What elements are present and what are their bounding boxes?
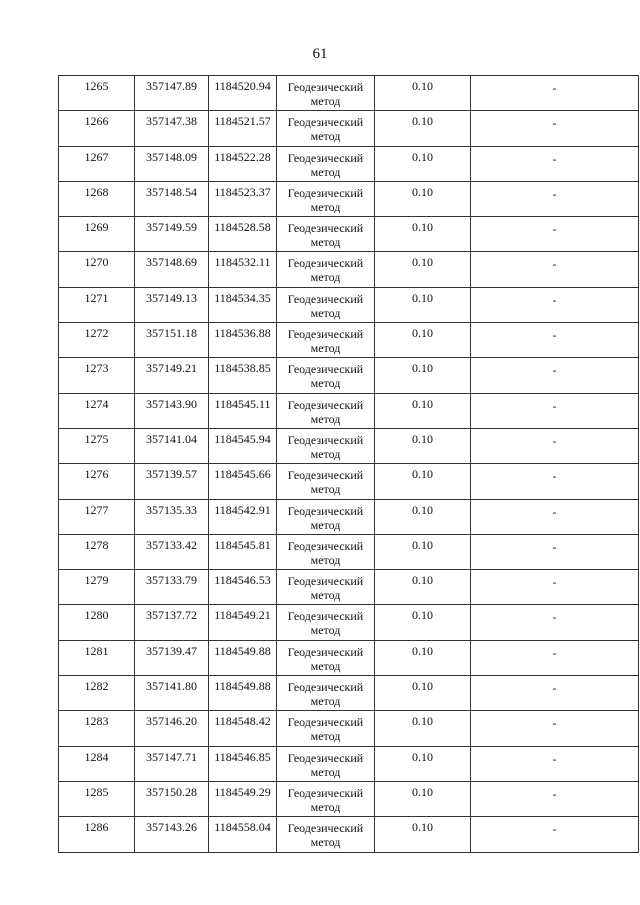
point-number-cell-text: 1281 <box>84 643 109 658</box>
accuracy-cell <box>375 499 471 534</box>
accuracy-cell <box>375 358 471 393</box>
method-cell-text: Геодезический метод <box>287 821 364 850</box>
note-cell-text: - <box>552 504 557 519</box>
point-number-cell-text: 1275 <box>84 431 109 446</box>
note-cell-text: - <box>552 610 557 625</box>
y-coordinate-cell <box>209 570 277 605</box>
point-number-cell <box>59 464 135 499</box>
point-number-cell-text: 1268 <box>84 184 109 199</box>
y-coordinate-cell <box>209 181 277 216</box>
point-number-cell-text: 1266 <box>84 114 109 129</box>
point-number-cell-text: 1267 <box>84 149 109 164</box>
table-row <box>59 393 639 428</box>
point-number-cell <box>59 323 135 358</box>
point-number-cell-text: 1277 <box>84 502 109 517</box>
x-coordinate-cell-text: 357133.42 <box>146 537 197 552</box>
method-cell <box>277 570 375 605</box>
note-cell-text: - <box>552 716 557 731</box>
point-number-cell <box>59 817 135 852</box>
coordinates-table <box>58 75 639 853</box>
point-number-cell-text: 1270 <box>84 255 109 270</box>
accuracy-cell-text: 0.10 <box>412 220 433 235</box>
y-coordinate-cell-text: 1184549.88 <box>214 643 271 658</box>
method-cell <box>277 323 375 358</box>
table-row <box>59 711 639 746</box>
y-coordinate-cell-text: 1184534.35 <box>214 290 271 305</box>
y-coordinate-cell <box>209 146 277 181</box>
y-coordinate-cell <box>209 393 277 428</box>
x-coordinate-cell-text: 357135.33 <box>146 502 197 517</box>
accuracy-cell <box>375 676 471 711</box>
point-number-cell-text: 1271 <box>84 290 109 305</box>
accuracy-cell <box>375 217 471 252</box>
accuracy-cell-text: 0.10 <box>412 361 433 376</box>
note-cell <box>471 570 639 605</box>
note-cell-text: - <box>552 398 557 413</box>
x-coordinate-cell <box>135 499 209 534</box>
method-cell <box>277 358 375 393</box>
point-number-cell <box>59 570 135 605</box>
note-cell-text: - <box>552 681 557 696</box>
x-coordinate-cell <box>135 605 209 640</box>
x-coordinate-cell-text: 357141.80 <box>146 679 197 694</box>
note-cell-text: - <box>552 433 557 448</box>
x-coordinate-cell <box>135 76 209 111</box>
note-cell <box>471 781 639 816</box>
note-cell-text: - <box>552 786 557 801</box>
y-coordinate-cell-text: 1184548.42 <box>214 714 271 729</box>
table-row <box>59 499 639 534</box>
y-coordinate-cell <box>209 217 277 252</box>
y-coordinate-cell <box>209 534 277 569</box>
accuracy-cell-text: 0.10 <box>412 431 433 446</box>
table-row <box>59 181 639 216</box>
method-cell-text: Геодезический метод <box>287 327 364 356</box>
accuracy-cell <box>375 252 471 287</box>
y-coordinate-cell-text: 1184545.81 <box>214 537 271 552</box>
x-coordinate-cell-text: 357150.28 <box>146 784 197 799</box>
method-cell-text: Геодезический метод <box>287 503 364 532</box>
table-row <box>59 605 639 640</box>
method-cell-text: Геодезический метод <box>287 397 364 426</box>
point-number-cell <box>59 146 135 181</box>
point-number-cell-text: 1280 <box>84 608 109 623</box>
point-number-cell-text: 1286 <box>84 820 109 835</box>
method-cell <box>277 640 375 675</box>
x-coordinate-cell-text: 357148.69 <box>146 255 197 270</box>
x-coordinate-cell-text: 357137.72 <box>146 608 197 623</box>
y-coordinate-cell-text: 1184549.88 <box>214 679 271 694</box>
method-cell <box>277 676 375 711</box>
accuracy-cell <box>375 428 471 463</box>
accuracy-cell <box>375 534 471 569</box>
page-number: 61 <box>312 46 328 62</box>
table-row <box>59 217 639 252</box>
point-number-cell <box>59 499 135 534</box>
note-cell <box>471 817 639 852</box>
note-cell-text: - <box>552 575 557 590</box>
table-row <box>59 676 639 711</box>
accuracy-cell <box>375 570 471 605</box>
point-number-cell <box>59 252 135 287</box>
y-coordinate-cell-text: 1184545.11 <box>214 396 271 411</box>
point-number-cell <box>59 181 135 216</box>
point-number-cell-text: 1272 <box>84 326 109 341</box>
x-coordinate-cell-text: 357149.59 <box>146 220 197 235</box>
accuracy-cell-text: 0.10 <box>412 784 433 799</box>
method-cell <box>277 817 375 852</box>
table-row <box>59 428 639 463</box>
x-coordinate-cell-text: 357147.71 <box>146 749 197 764</box>
x-coordinate-cell <box>135 181 209 216</box>
point-number-cell-text: 1276 <box>84 467 109 482</box>
point-number-cell <box>59 428 135 463</box>
x-coordinate-cell <box>135 393 209 428</box>
point-number-cell <box>59 640 135 675</box>
method-cell-text: Геодезический метод <box>287 609 364 638</box>
accuracy-cell <box>375 146 471 181</box>
method-cell <box>277 287 375 322</box>
y-coordinate-cell-text: 1184528.58 <box>214 220 271 235</box>
point-number-cell-text: 1284 <box>84 749 109 764</box>
y-coordinate-cell <box>209 76 277 111</box>
x-coordinate-cell <box>135 146 209 181</box>
note-cell <box>471 676 639 711</box>
y-coordinate-cell <box>209 287 277 322</box>
note-cell <box>471 76 639 111</box>
point-number-cell-text: 1265 <box>84 79 109 93</box>
x-coordinate-cell <box>135 252 209 287</box>
y-coordinate-cell-text: 1184546.53 <box>214 573 271 588</box>
table-row <box>59 817 639 852</box>
x-coordinate-cell <box>135 323 209 358</box>
x-coordinate-cell-text: 357147.89 <box>146 79 197 93</box>
note-cell <box>471 111 639 146</box>
note-cell-text: - <box>552 645 557 660</box>
x-coordinate-cell <box>135 428 209 463</box>
x-coordinate-cell <box>135 640 209 675</box>
table-row <box>59 287 639 322</box>
note-cell <box>471 181 639 216</box>
y-coordinate-cell <box>209 676 277 711</box>
accuracy-cell <box>375 464 471 499</box>
note-cell <box>471 499 639 534</box>
x-coordinate-cell-text: 357141.04 <box>146 431 197 446</box>
accuracy-cell <box>375 605 471 640</box>
note-cell <box>471 323 639 358</box>
method-cell <box>277 605 375 640</box>
accuracy-cell <box>375 640 471 675</box>
accuracy-cell-text: 0.10 <box>412 290 433 305</box>
x-coordinate-cell <box>135 287 209 322</box>
method-cell <box>277 181 375 216</box>
note-cell-text: - <box>552 257 557 272</box>
point-number-cell <box>59 711 135 746</box>
accuracy-cell <box>375 746 471 781</box>
accuracy-cell <box>375 323 471 358</box>
method-cell <box>277 781 375 816</box>
method-cell-text: Геодезический метод <box>287 785 364 814</box>
note-cell-text: - <box>552 292 557 307</box>
note-cell-text: - <box>552 186 557 201</box>
method-cell-text: Геодезический метод <box>287 150 364 179</box>
note-cell-text: - <box>552 539 557 554</box>
accuracy-cell-text: 0.10 <box>412 467 433 482</box>
accuracy-cell-text: 0.10 <box>412 643 433 658</box>
point-number-cell <box>59 534 135 569</box>
method-cell <box>277 393 375 428</box>
y-coordinate-cell-text: 1184549.29 <box>214 784 271 799</box>
note-cell <box>471 534 639 569</box>
accuracy-cell <box>375 181 471 216</box>
y-coordinate-cell <box>209 428 277 463</box>
method-cell <box>277 534 375 569</box>
x-coordinate-cell <box>135 676 209 711</box>
point-number-cell-text: 1274 <box>84 396 109 411</box>
method-cell <box>277 746 375 781</box>
x-coordinate-cell <box>135 711 209 746</box>
y-coordinate-cell-text: 1184522.28 <box>214 149 271 164</box>
x-coordinate-cell-text: 357147.38 <box>146 114 197 129</box>
x-coordinate-cell <box>135 781 209 816</box>
y-coordinate-cell-text: 1184532.11 <box>214 255 271 270</box>
y-coordinate-cell <box>209 464 277 499</box>
method-cell-text: Геодезический метод <box>287 80 364 108</box>
point-number-cell-text: 1282 <box>84 679 109 694</box>
note-cell <box>471 217 639 252</box>
y-coordinate-cell <box>209 252 277 287</box>
y-coordinate-cell-text: 1184521.57 <box>214 114 271 129</box>
accuracy-cell <box>375 76 471 111</box>
method-cell <box>277 428 375 463</box>
x-coordinate-cell <box>135 534 209 569</box>
y-coordinate-cell-text: 1184520.94 <box>214 79 271 93</box>
method-cell-text: Геодезический метод <box>287 256 364 285</box>
note-cell-text: - <box>552 116 557 131</box>
method-cell-text: Геодезический метод <box>287 115 364 144</box>
method-cell-text: Геодезический метод <box>287 715 364 744</box>
note-cell <box>471 746 639 781</box>
note-cell-text: - <box>552 151 557 166</box>
note-cell <box>471 640 639 675</box>
x-coordinate-cell-text: 357139.57 <box>146 467 197 482</box>
y-coordinate-cell <box>209 605 277 640</box>
x-coordinate-cell <box>135 464 209 499</box>
note-cell <box>471 605 639 640</box>
x-coordinate-cell-text: 357151.18 <box>146 326 197 341</box>
table-row <box>59 570 639 605</box>
x-coordinate-cell-text: 357148.09 <box>146 149 197 164</box>
note-cell-text: - <box>552 469 557 484</box>
y-coordinate-cell <box>209 111 277 146</box>
note-cell <box>471 711 639 746</box>
method-cell-text: Геодезический метод <box>287 432 364 461</box>
y-coordinate-cell-text: 1184558.04 <box>214 820 271 835</box>
method-cell-text: Геодезический метод <box>287 362 364 391</box>
note-cell <box>471 358 639 393</box>
y-coordinate-cell-text: 1184542.91 <box>214 502 271 517</box>
note-cell <box>471 146 639 181</box>
method-cell-text: Геодезический метод <box>287 468 364 497</box>
accuracy-cell-text: 0.10 <box>412 679 433 694</box>
method-cell <box>277 146 375 181</box>
note-cell <box>471 428 639 463</box>
accuracy-cell-text: 0.10 <box>412 820 433 835</box>
x-coordinate-cell <box>135 358 209 393</box>
method-cell-text: Геодезический метод <box>287 574 364 603</box>
x-coordinate-cell <box>135 817 209 852</box>
point-number-cell <box>59 676 135 711</box>
point-number-cell <box>59 746 135 781</box>
table-row <box>59 534 639 569</box>
accuracy-cell-text: 0.10 <box>412 749 433 764</box>
note-cell-text: - <box>552 222 557 237</box>
y-coordinate-cell <box>209 323 277 358</box>
point-number-cell <box>59 76 135 111</box>
x-coordinate-cell-text: 357148.54 <box>146 184 197 199</box>
accuracy-cell-text: 0.10 <box>412 149 433 164</box>
accuracy-cell-text: 0.10 <box>412 114 433 129</box>
accuracy-cell <box>375 817 471 852</box>
accuracy-cell <box>375 111 471 146</box>
accuracy-cell <box>375 711 471 746</box>
y-coordinate-cell-text: 1184546.85 <box>214 749 271 764</box>
table-row <box>59 640 639 675</box>
x-coordinate-cell-text: 357133.79 <box>146 573 197 588</box>
point-number-cell-text: 1283 <box>84 714 109 729</box>
table-row <box>59 464 639 499</box>
method-cell <box>277 499 375 534</box>
x-coordinate-cell-text: 357149.21 <box>146 361 197 376</box>
table-row <box>59 323 639 358</box>
accuracy-cell-text: 0.10 <box>412 255 433 270</box>
method-cell-text: Геодезический метод <box>287 644 364 673</box>
point-number-cell <box>59 358 135 393</box>
note-cell-text: - <box>552 328 557 343</box>
table-row <box>59 358 639 393</box>
x-coordinate-cell-text: 357146.20 <box>146 714 197 729</box>
table-row <box>59 781 639 816</box>
y-coordinate-cell <box>209 499 277 534</box>
method-cell <box>277 217 375 252</box>
point-number-cell-text: 1285 <box>84 784 109 799</box>
x-coordinate-cell-text: 357149.13 <box>146 290 197 305</box>
x-coordinate-cell-text: 357143.26 <box>146 820 197 835</box>
x-coordinate-cell <box>135 570 209 605</box>
y-coordinate-cell-text: 1184545.66 <box>214 467 271 482</box>
point-number-cell <box>59 111 135 146</box>
accuracy-cell-text: 0.10 <box>412 79 433 93</box>
method-cell <box>277 76 375 111</box>
y-coordinate-cell-text: 1184538.85 <box>214 361 271 376</box>
x-coordinate-cell <box>135 746 209 781</box>
method-cell <box>277 711 375 746</box>
method-cell-text: Геодезический метод <box>287 680 364 709</box>
x-coordinate-cell-text: 357143.90 <box>146 396 197 411</box>
point-number-cell-text: 1269 <box>84 220 109 235</box>
y-coordinate-cell-text: 1184536.88 <box>214 326 271 341</box>
accuracy-cell-text: 0.10 <box>412 537 433 552</box>
y-coordinate-cell <box>209 358 277 393</box>
y-coordinate-cell <box>209 640 277 675</box>
accuracy-cell-text: 0.10 <box>412 396 433 411</box>
point-number-cell-text: 1278 <box>84 537 109 552</box>
note-cell-text: - <box>552 81 557 95</box>
coordinates-table-body <box>59 76 639 853</box>
point-number-cell-text: 1279 <box>84 573 109 588</box>
accuracy-cell-text: 0.10 <box>412 502 433 517</box>
note-cell <box>471 393 639 428</box>
y-coordinate-cell-text: 1184523.37 <box>214 184 271 199</box>
y-coordinate-cell <box>209 711 277 746</box>
method-cell <box>277 111 375 146</box>
y-coordinate-cell-text: 1184549.21 <box>214 608 271 623</box>
note-cell <box>471 252 639 287</box>
table-row <box>59 252 639 287</box>
accuracy-cell <box>375 781 471 816</box>
method-cell-text: Геодезический метод <box>287 221 364 250</box>
accuracy-cell-text: 0.10 <box>412 608 433 623</box>
method-cell-text: Геодезический метод <box>287 291 364 320</box>
table-row <box>59 146 639 181</box>
table-row <box>59 111 639 146</box>
accuracy-cell <box>375 393 471 428</box>
point-number-cell <box>59 217 135 252</box>
point-number-cell <box>59 393 135 428</box>
y-coordinate-cell <box>209 746 277 781</box>
point-number-cell-text: 1273 <box>84 361 109 376</box>
note-cell-text: - <box>552 363 557 378</box>
method-cell-text: Геодезический метод <box>287 750 364 779</box>
method-cell-text: Геодезический метод <box>287 538 364 567</box>
method-cell <box>277 464 375 499</box>
point-number-cell <box>59 781 135 816</box>
point-number-cell <box>59 605 135 640</box>
table-row <box>59 76 639 111</box>
note-cell <box>471 464 639 499</box>
method-cell-text: Геодезический метод <box>287 185 364 214</box>
x-coordinate-cell <box>135 217 209 252</box>
table-row <box>59 746 639 781</box>
accuracy-cell-text: 0.10 <box>412 184 433 199</box>
point-number-cell <box>59 287 135 322</box>
x-coordinate-cell <box>135 111 209 146</box>
y-coordinate-cell-text: 1184545.94 <box>214 431 271 446</box>
accuracy-cell-text: 0.10 <box>412 714 433 729</box>
method-cell <box>277 252 375 287</box>
y-coordinate-cell <box>209 817 277 852</box>
y-coordinate-cell <box>209 781 277 816</box>
accuracy-cell-text: 0.10 <box>412 573 433 588</box>
note-cell-text: - <box>552 822 557 837</box>
note-cell <box>471 287 639 322</box>
accuracy-cell <box>375 287 471 322</box>
accuracy-cell-text: 0.10 <box>412 326 433 341</box>
x-coordinate-cell-text: 357139.47 <box>146 643 197 658</box>
note-cell-text: - <box>552 751 557 766</box>
